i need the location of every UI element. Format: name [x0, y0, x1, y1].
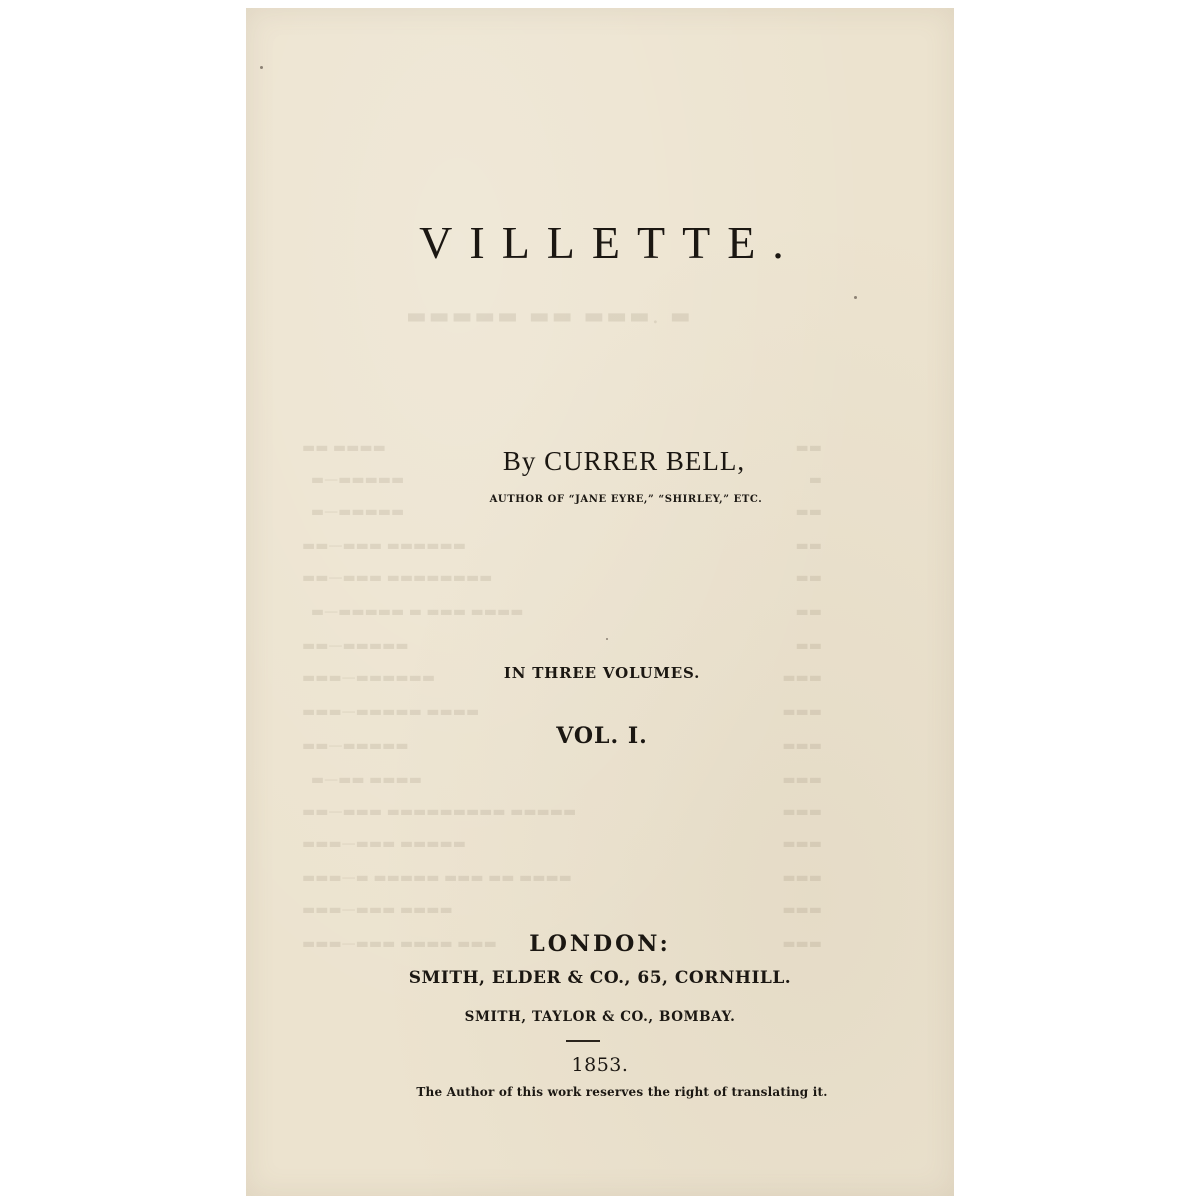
bleed-through-heading: ▬▬▬▬▬ ▬▬ ▬▬▬. ▬: [406, 304, 693, 329]
bleed-through-row: ▬▬—▬▬▬▬▬ ▬▬▬: [302, 738, 822, 754]
imprint-publisher-secondary: SMITH, TAYLOR & CO., BOMBAY.: [464, 1009, 736, 1025]
bleed-through-row: ▬▬—▬▬▬▬▬ ▬▬: [302, 638, 822, 654]
book-title: VILLETTE.: [419, 217, 801, 268]
bleed-through-row: ▬—▬▬▬▬▬ ▬ ▬▬▬ ▬▬▬▬ ▬▬: [302, 604, 822, 620]
bleed-through-row: ▬—▬▬▬▬▬ ▬▬: [302, 504, 822, 520]
author-credits: AUTHOR OF “JANE EYRE,” “SHIRLEY,” ETC.: [489, 494, 763, 505]
bleed-through-row: ▬—▬▬ ▬▬▬▬ ▬▬▬: [302, 772, 822, 788]
author-byline: By CURRER BELL,: [502, 446, 746, 476]
bleed-through-row: ▬▬▬—▬▬▬ ▬▬▬▬ ▬▬▬ ▬▬▬: [302, 936, 822, 952]
divider-rule: [566, 1040, 600, 1042]
bleed-through-row: ▬▬▬—▬▬▬ ▬▬▬▬ ▬▬▬: [302, 902, 822, 918]
bleed-through-row: ▬▬▬—▬ ▬▬▬▬▬ ▬▬▬ ▬▬ ▬▬▬▬ ▬▬▬: [302, 870, 822, 886]
bleed-through-row: ▬▬▬—▬▬▬ ▬▬▬▬▬ ▬▬▬: [302, 836, 822, 852]
publication-year: 1853.: [571, 1054, 629, 1076]
bleed-through-row: ▬▬ ▬▬▬▬ ▬▬: [302, 440, 822, 456]
bleed-through-row: ▬▬—▬▬▬ ▬▬▬▬▬▬ ▬▬: [302, 538, 822, 554]
imprint-city: LONDON:: [529, 931, 671, 957]
rights-notice: The Author of this work reserves the right of translating it.: [416, 1085, 828, 1099]
bleed-through-row: ▬▬▬—▬▬▬▬▬▬ ▬▬▬: [302, 670, 822, 686]
bleed-through-row: ▬▬—▬▬▬ ▬▬▬▬▬▬▬▬▬ ▬▬▬▬▬ ▬▬▬: [302, 804, 822, 820]
bleed-through-row: ▬▬—▬▬▬ ▬▬▬▬▬▬▬▬ ▬▬: [302, 570, 822, 586]
imprint-publisher: SMITH, ELDER & CO., 65, CORNHILL.: [408, 968, 792, 988]
title-page: [246, 8, 954, 1196]
bleed-through-row: ▬▬▬—▬▬▬▬▬ ▬▬▬▬ ▬▬▬: [302, 704, 822, 720]
paper-speck: [854, 296, 857, 299]
paper-speck: [606, 638, 608, 640]
bleed-through-row: ▬—▬▬▬▬▬ ▬: [302, 472, 822, 488]
paper-speck: [260, 66, 263, 69]
volume-number: VOL. I.: [556, 723, 648, 749]
volume-set: IN THREE VOLUMES.: [503, 664, 701, 682]
